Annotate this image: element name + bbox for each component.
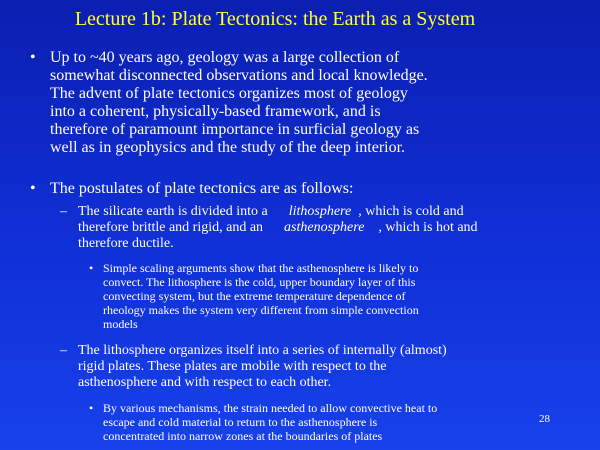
text-fragment: The silicate earth is divided into a (78, 204, 268, 219)
term-asthenosphere: asthenosphere (284, 220, 365, 235)
text-line (78, 220, 558, 236)
sub-sub-bullet-scaling-text (89, 261, 528, 331)
text-line: The lithosphere organizes itself into a series of internally (almost) (78, 343, 447, 358)
bullet-postulates-text (30, 180, 560, 198)
text-line: therefore of paramount importance in surficial geology as (50, 121, 420, 138)
bullet-marker: • (89, 261, 94, 275)
text-line (78, 204, 558, 220)
text-fragment: therefore brittle and rigid, and an (78, 220, 264, 235)
page-number: 28 (539, 413, 550, 425)
text-line: The advent of plate tectonics organizes most of geology (50, 85, 408, 102)
text-line: well as in geophysics and the study of the deep interior. (50, 139, 406, 156)
text-line: somewhat disconnected observations and local knowledge. (50, 67, 428, 84)
bullet-history-text (30, 49, 560, 157)
sub-bullet-plates (60, 343, 558, 391)
bullet-postulates (30, 180, 560, 198)
text-line: therefore ductile. (78, 236, 174, 251)
sub-bullet-layers (60, 204, 558, 252)
text-line: into a coherent, physically-based framework, and is (50, 103, 381, 120)
text-line: convecting system, but the extreme temperature dependence of (103, 289, 406, 303)
bullet-history (30, 49, 560, 157)
text-line: convect. The lithosphere is the cold, upper boundary layer of this (103, 275, 416, 289)
term-lithosphere: lithosphere (288, 204, 352, 219)
text-line: The postulates of plate tectonics are as follows: (50, 180, 354, 197)
text-line: Simple scaling arguments show that the asthenosphere is likely to (103, 261, 419, 275)
dash-marker: – (60, 204, 67, 219)
text-line: models (103, 317, 138, 331)
text-line: By various mechanisms, the strain needed to allow convective heat to (103, 401, 438, 415)
dash-marker: – (60, 343, 67, 358)
text-line: rheology makes the system very different from simple convection (103, 303, 419, 317)
sub-sub-bullet-scaling (89, 261, 528, 331)
text-line: escape and cold material to return to the asthenosphere is (103, 415, 378, 429)
text-fragment: , which is hot and (378, 220, 478, 235)
text-line: asthenosphere and with respect to each other. (78, 375, 332, 390)
text-line: concentrated into narrow zones at the boundaries of plates (103, 429, 383, 443)
sub-bullet-layers-text (60, 204, 558, 252)
sub-sub-bullet-mechanisms (89, 401, 528, 443)
sub-bullet-plates-text (60, 343, 558, 391)
text-fragment: , which is cold and (358, 204, 464, 219)
sub-sub-bullet-mechanisms-text (89, 401, 528, 443)
bullet-marker: • (30, 180, 36, 197)
text-line: rigid plates. These plates are mobile with respect to the (78, 359, 387, 374)
bullet-marker: • (89, 401, 94, 415)
text-line: Up to ~40 years ago, geology was a large collection of (50, 49, 400, 66)
bullet-marker: • (30, 49, 36, 66)
slide-title: Lecture 1b: Plate Tectonics: the Earth as a System (74, 8, 476, 30)
